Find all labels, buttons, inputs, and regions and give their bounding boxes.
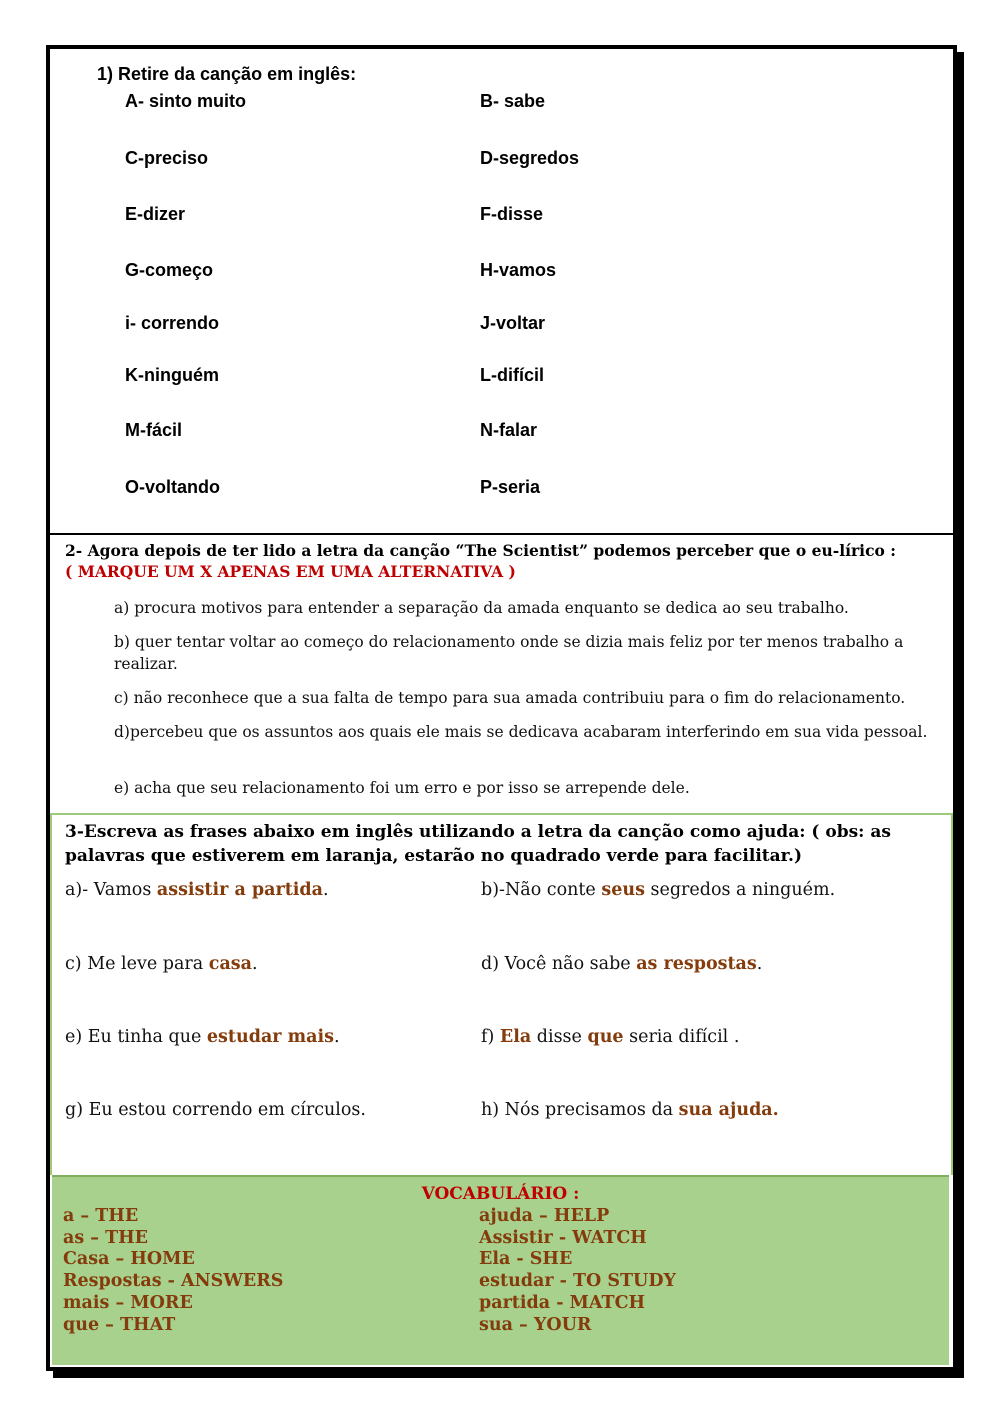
q1-item-o: O-voltando [125, 477, 220, 497]
vocabulary-title: VOCABULÁRIO : [421, 1184, 580, 1204]
question-1-title: 1) Retire da canção em inglês: [97, 64, 357, 84]
q1-item-g: G-começo [125, 260, 214, 280]
sentence-text: d) Você não sabe [481, 954, 637, 974]
sentence-b [481, 880, 835, 900]
q1-item-e: E-dizer [125, 204, 186, 224]
vocab-left-column [63, 1206, 283, 1336]
question-3-section [50, 815, 953, 1175]
option-b[interactable]: b) quer tentar voltar ao começo do relacionamento onde se dizia mais feliz por ter menos trabalho a realizar. [114, 633, 904, 673]
q1-item-i: i- correndo [125, 313, 220, 333]
q1-item-j: J-voltar [480, 313, 546, 333]
sentence-text: g) Eu estou correndo em círculos. [65, 1100, 366, 1120]
highlight-word: Ela [499, 1027, 532, 1047]
q1-item-b: B- sabe [480, 91, 546, 111]
q1-item-n: N-falar [480, 420, 538, 440]
sentence-a [65, 880, 329, 900]
sentence-text: seria difícil . [623, 1027, 740, 1047]
q1-item-p: P-seria [480, 477, 541, 497]
sentence-text: . [756, 954, 763, 974]
q1-item-a: A- sinto muito [125, 91, 246, 111]
highlight-word: que [587, 1027, 624, 1047]
sentence-f [481, 1027, 739, 1047]
sentence-text: b)-Não conte [481, 880, 602, 900]
question-2-title: 2- Agora depois de ter lido a letra da canção “The Scientist” podemos perceber que o eu-lírico : [65, 541, 896, 560]
vocab-entry: ajuda – HELP [479, 1206, 610, 1226]
highlight-word: seus [601, 880, 645, 900]
q1-item-f: F-disse [480, 204, 544, 224]
vocab-entry: partida - MATCH [479, 1292, 646, 1313]
highlight-word: estudar mais [206, 1027, 334, 1047]
sentence-text: f) [481, 1027, 500, 1047]
highlight-word: as respostas [636, 954, 757, 974]
sentence-c [65, 954, 258, 974]
sentence-e [65, 1027, 340, 1047]
vocab-entry: que – THAT [63, 1314, 176, 1335]
question-2-instruction: ( MARQUE UM X APENAS EM UMA ALTERNATIVA ) [65, 562, 516, 581]
option-d[interactable]: d)percebeu que os assuntos aos quais ele mais se dedicava acabaram interferindo em sua vida pessoal. [114, 723, 928, 741]
vocab-entry: mais – MORE [63, 1292, 193, 1313]
option-e[interactable]: e) acha que seu relacionamento foi um erro e por isso se arrepende dele. [114, 779, 690, 797]
vocab-entry: sua – YOUR [479, 1314, 592, 1335]
option-c[interactable]: c) não reconhece que a sua falta de tempo para sua amada contribuiu para o fim do relacionamento. [114, 689, 906, 707]
question-2-section [50, 535, 953, 815]
sentence-text: e) Eu tinha que [65, 1027, 207, 1047]
q1-item-l: L-difícil [480, 365, 544, 385]
question-1-section [50, 49, 953, 535]
vocab-entry: estudar - TO STUDY [479, 1271, 676, 1292]
q1-item-c: C-preciso [125, 148, 209, 168]
sentence-g [65, 1100, 366, 1120]
sentence-d [481, 954, 762, 974]
vocab-entry: as – THE [63, 1227, 149, 1248]
vocab-entry: Ela - SHE [479, 1249, 573, 1270]
sentence-text: a)- Vamos [65, 880, 157, 900]
option-a[interactable]: a) procura motivos para entender a separação da amada enquanto se dedica ao seu trabalho. [114, 599, 849, 617]
sentence-text: . [323, 880, 329, 900]
sentence-text: c) Me leve para [65, 954, 209, 974]
highlight-word: casa [208, 954, 252, 974]
sentence-h [481, 1100, 779, 1120]
sentence-text: disse [531, 1027, 588, 1047]
sentence-text: segredos a ninguém. [644, 880, 836, 900]
highlight-word: assistir a partida [156, 880, 323, 900]
sentence-text: h) Nós precisamos da [481, 1100, 679, 1120]
vocab-entry: Casa – HOME [63, 1249, 195, 1270]
sentence-text: . [251, 954, 258, 974]
q1-item-d: D-segredos [480, 148, 580, 168]
vocabulary-box [52, 1175, 949, 1365]
vocab-right-column [479, 1206, 676, 1336]
vocab-entry: Assistir - WATCH [479, 1227, 647, 1248]
sentence-text: . [333, 1027, 340, 1047]
question-3-title: 3-Escreva as frases abaixo em inglês utilizando a letra da canção como ajuda: ( obs: as palavras que estiverem em laranja, estarão no quadrado verde para facilitar.) [65, 822, 891, 866]
q1-item-k: K-ninguém [125, 365, 219, 385]
worksheet [46, 45, 957, 1371]
vocab-entry: Respostas - ANSWERS [63, 1271, 284, 1292]
q1-item-m: M-fácil [125, 420, 183, 440]
q1-item-h: H-vamos [480, 260, 557, 280]
highlight-word: sua ajuda. [678, 1100, 779, 1120]
vocab-entry: a – THE [63, 1206, 139, 1226]
